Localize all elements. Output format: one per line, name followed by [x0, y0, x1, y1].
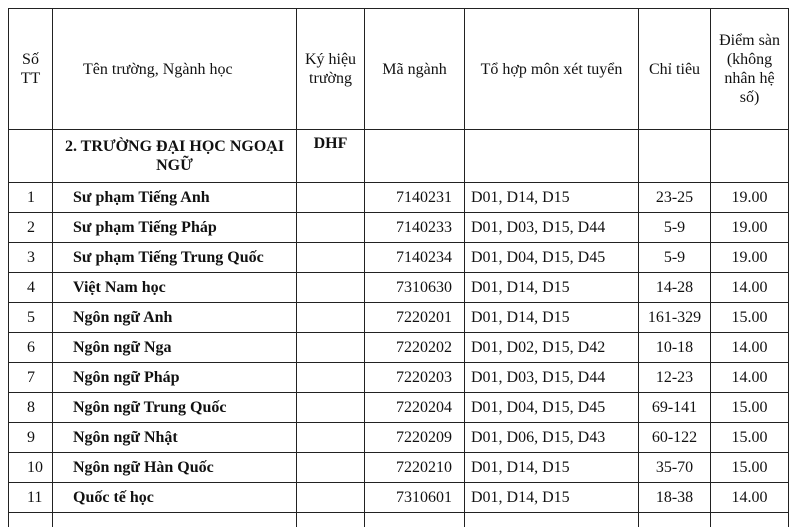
school-code-cell — [297, 273, 365, 303]
combination-cell: D01, D02, D15, D42 — [465, 333, 639, 363]
school-row — [9, 130, 789, 183]
header-combination: Tổ hợp môn xét tuyển — [465, 9, 639, 130]
major-name-cell: Ngôn ngữ Trung Quốc — [53, 393, 297, 423]
min-score-cell: 14.00 — [711, 363, 789, 393]
table-row — [9, 273, 789, 303]
quota-cell: 18-38 — [639, 483, 711, 513]
stt-cell: 6 — [9, 333, 53, 363]
table-row — [9, 483, 789, 513]
school-code-cell — [297, 213, 365, 243]
table-row — [9, 183, 789, 213]
table-row-partial — [9, 513, 789, 527]
school-code-cell — [297, 483, 365, 513]
combination-cell: D01, D03, D15, D44 — [465, 213, 639, 243]
partial-cell — [465, 513, 639, 527]
min-score-cell: 15.00 — [711, 393, 789, 423]
school-empty-cell — [365, 130, 465, 183]
header-school-code: Ký hiệu trường — [297, 9, 365, 130]
combination-cell: D01, D03, D15, D44 — [465, 363, 639, 393]
min-score-cell: 19.00 — [711, 243, 789, 273]
table-row — [9, 393, 789, 423]
stt-cell: 11 — [9, 483, 53, 513]
quota-cell: 12-23 — [639, 363, 711, 393]
partial-cell — [297, 513, 365, 527]
major-name-cell: Ngôn ngữ Anh — [53, 303, 297, 333]
min-score-cell: 15.00 — [711, 453, 789, 483]
major-name-cell: Sư phạm Tiếng Trung Quốc — [53, 243, 297, 273]
admission-table — [8, 8, 789, 527]
table-row — [9, 303, 789, 333]
combination-cell: D01, D14, D15 — [465, 303, 639, 333]
header-stt: Số TT — [9, 9, 53, 130]
quota-cell: 69-141 — [639, 393, 711, 423]
partial-cell — [639, 513, 711, 527]
table-row — [9, 333, 789, 363]
major-code-cell: 7310630 — [365, 273, 465, 303]
stt-cell: 3 — [9, 243, 53, 273]
school-code: DHF — [297, 130, 365, 183]
major-name-cell: Sư phạm Tiếng Anh — [53, 183, 297, 213]
stt-cell: 7 — [9, 363, 53, 393]
header-quota: Chỉ tiêu — [639, 9, 711, 130]
school-code-cell — [297, 423, 365, 453]
combination-cell: D01, D04, D15, D45 — [465, 393, 639, 423]
quota-cell: 10-18 — [639, 333, 711, 363]
min-score-cell: 14.00 — [711, 333, 789, 363]
school-empty-cell — [639, 130, 711, 183]
stt-cell: 4 — [9, 273, 53, 303]
min-score-cell: 19.00 — [711, 183, 789, 213]
min-score-cell: 14.00 — [711, 273, 789, 303]
min-score-cell: 15.00 — [711, 423, 789, 453]
combination-cell: D01, D14, D15 — [465, 483, 639, 513]
combination-cell: D01, D04, D15, D45 — [465, 243, 639, 273]
stt-cell: 9 — [9, 423, 53, 453]
combination-cell: D01, D14, D15 — [465, 453, 639, 483]
table-row — [9, 243, 789, 273]
school-code-cell — [297, 393, 365, 423]
min-score-cell: 14.00 — [711, 483, 789, 513]
school-code-cell — [297, 243, 365, 273]
quota-cell: 161-329 — [639, 303, 711, 333]
partial-cell — [53, 513, 297, 527]
header-row — [9, 9, 789, 130]
header-name: Tên trường, Ngành học — [53, 9, 297, 130]
combination-cell: D01, D14, D15 — [465, 273, 639, 303]
quota-cell: 60-122 — [639, 423, 711, 453]
combination-cell: D01, D14, D15 — [465, 183, 639, 213]
quota-cell: 23-25 — [639, 183, 711, 213]
quota-cell: 14-28 — [639, 273, 711, 303]
major-name-cell: Sư phạm Tiếng Pháp — [53, 213, 297, 243]
header-min-score: Điểm sàn (không nhân hệ số) — [711, 9, 789, 130]
stt-cell: 2 — [9, 213, 53, 243]
major-name-cell: Ngôn ngữ Nhật — [53, 423, 297, 453]
school-code-cell — [297, 333, 365, 363]
stt-cell: 8 — [9, 393, 53, 423]
school-code-cell — [297, 303, 365, 333]
combination-cell: D01, D06, D15, D43 — [465, 423, 639, 453]
table-row — [9, 363, 789, 393]
quota-cell: 35-70 — [639, 453, 711, 483]
school-name: 2. TRƯỜNG ĐẠI HỌC NGOẠI NGỮ — [53, 130, 297, 183]
school-code-cell — [297, 183, 365, 213]
min-score-cell: 15.00 — [711, 303, 789, 333]
min-score-cell: 19.00 — [711, 213, 789, 243]
quota-cell: 5-9 — [639, 243, 711, 273]
partial-cell — [365, 513, 465, 527]
school-stt-cell — [9, 130, 53, 183]
major-name-cell: Ngôn ngữ Hàn Quốc — [53, 453, 297, 483]
major-code-cell: 7140233 — [365, 213, 465, 243]
major-name-cell: Quốc tế học — [53, 483, 297, 513]
major-name-cell: Việt Nam học — [53, 273, 297, 303]
major-code-cell: 7220204 — [365, 393, 465, 423]
table-row — [9, 453, 789, 483]
partial-cell — [9, 513, 53, 527]
school-code-cell — [297, 363, 365, 393]
school-empty-cell — [465, 130, 639, 183]
major-code-cell: 7140234 — [365, 243, 465, 273]
table-row — [9, 213, 789, 243]
school-empty-cell — [711, 130, 789, 183]
major-name-cell: Ngôn ngữ Nga — [53, 333, 297, 363]
major-code-cell: 7220210 — [365, 453, 465, 483]
header-major-code: Mã ngành — [365, 9, 465, 130]
stt-cell: 5 — [9, 303, 53, 333]
major-code-cell: 7310601 — [365, 483, 465, 513]
school-code-cell — [297, 453, 365, 483]
major-code-cell: 7140231 — [365, 183, 465, 213]
major-code-cell: 7220203 — [365, 363, 465, 393]
major-code-cell: 7220209 — [365, 423, 465, 453]
partial-cell — [711, 513, 789, 527]
stt-cell: 1 — [9, 183, 53, 213]
major-name-cell: Ngôn ngữ Pháp — [53, 363, 297, 393]
major-code-cell: 7220202 — [365, 333, 465, 363]
stt-cell: 10 — [9, 453, 53, 483]
table-row — [9, 423, 789, 453]
major-code-cell: 7220201 — [365, 303, 465, 333]
quota-cell: 5-9 — [639, 213, 711, 243]
